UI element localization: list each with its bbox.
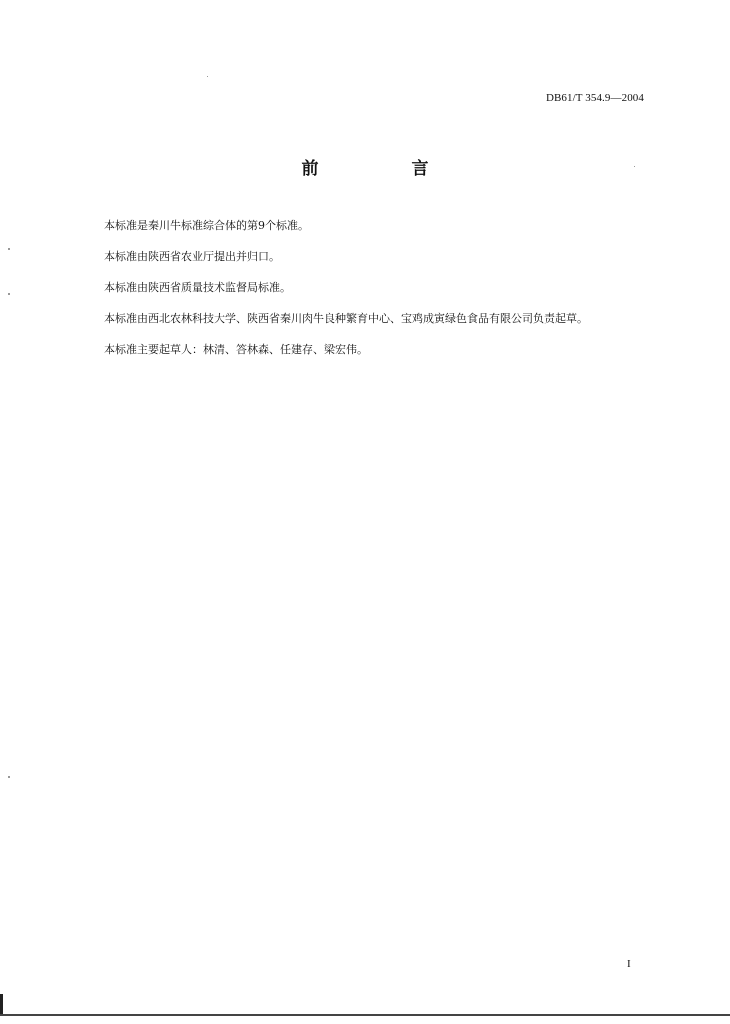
scan-speck xyxy=(8,776,10,778)
paragraph-5: 本标准主要起草人：林清、答林森、任建存、梁宏伟。 xyxy=(104,343,368,356)
paragraph-4: 本标准由西北农林科技大学、陕西省秦川肉牛良种繁育中心、宝鸡成寅绿色食品有限公司负责起草。 xyxy=(104,312,588,325)
standard-number: DB61/T 354.9—2004 xyxy=(545,92,644,104)
paragraph-1: 本标准是秦川牛标准综合体的第9个标准。 xyxy=(104,219,309,232)
scan-speck xyxy=(8,293,10,295)
body-text xyxy=(104,219,674,374)
page-number: I xyxy=(627,958,631,970)
scan-bottom-line xyxy=(0,1014,730,1016)
scan-speck xyxy=(8,248,10,250)
scan-speck xyxy=(634,166,635,167)
scan-speck xyxy=(207,76,208,77)
page-title: 前 言 xyxy=(301,159,467,179)
scan-edge-left xyxy=(0,994,3,1016)
paragraph-2: 本标准由陕西省农业厅提出并归口。 xyxy=(104,250,280,263)
paragraph-3: 本标准由陕西省质量技术监督局标准。 xyxy=(104,281,291,294)
